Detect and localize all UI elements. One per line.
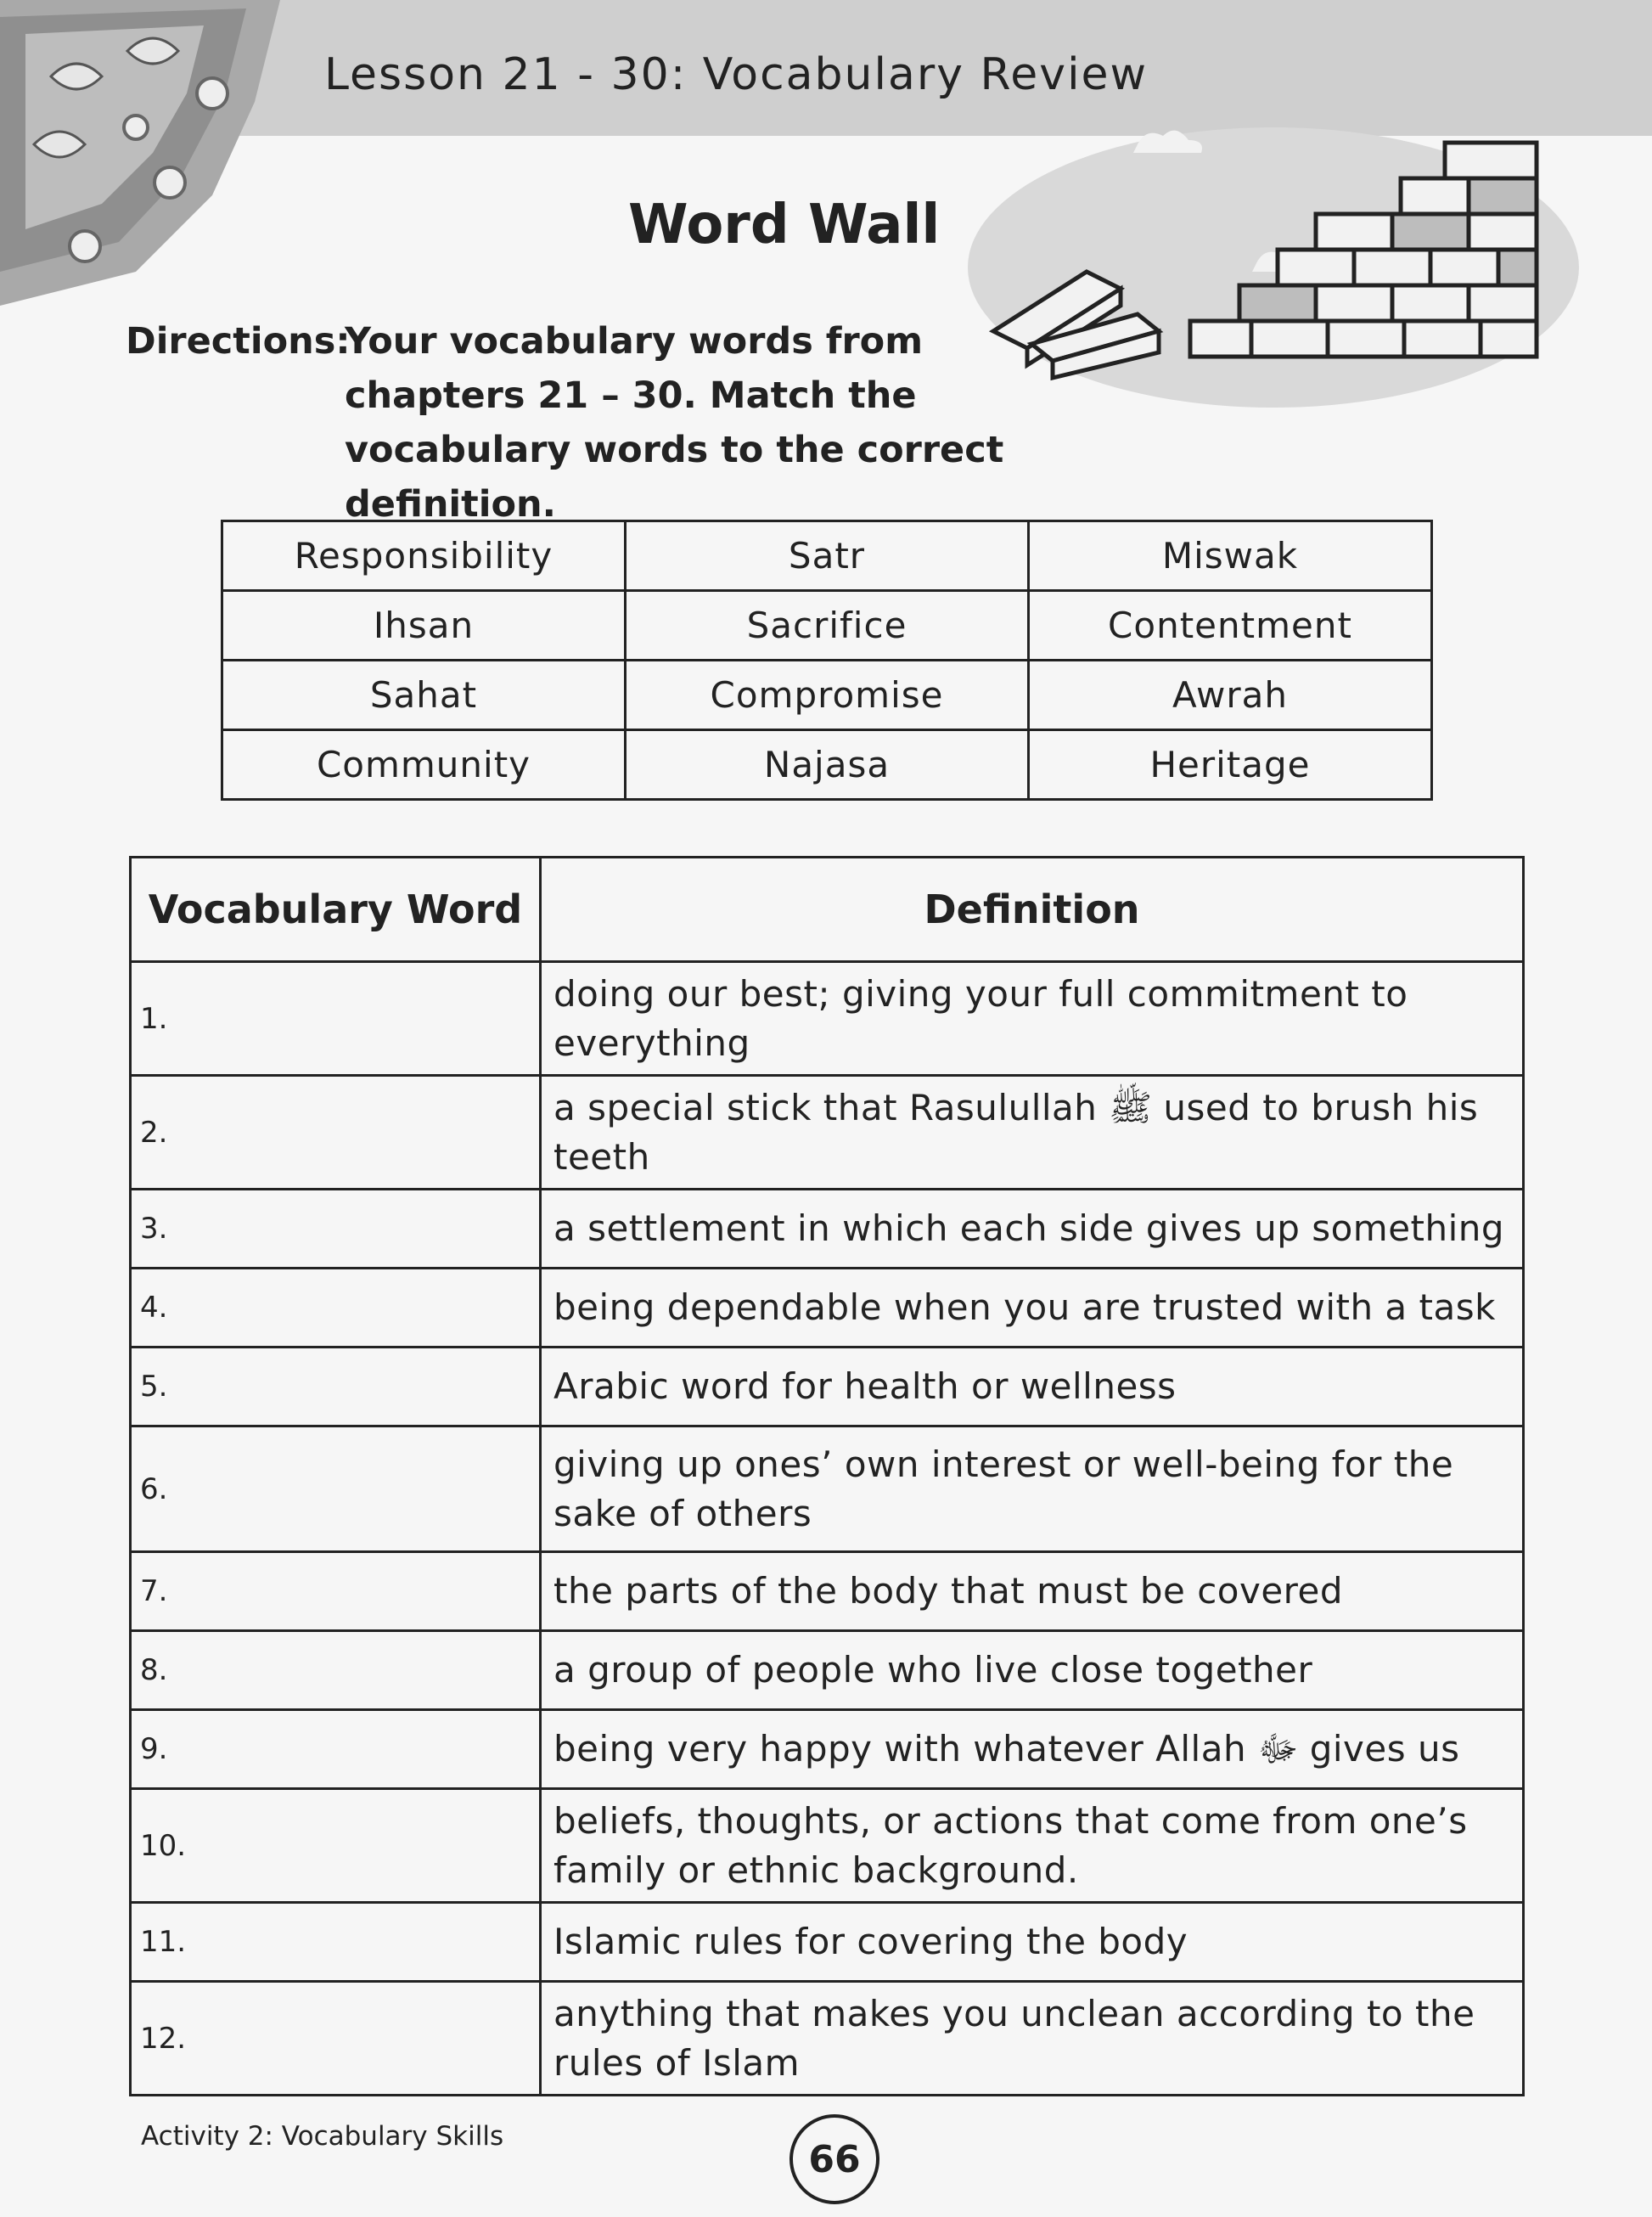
table-row bbox=[131, 1631, 1524, 1710]
table-row bbox=[131, 1076, 1524, 1190]
directions bbox=[126, 314, 1212, 532]
word-bank-cell: Satr bbox=[626, 521, 1029, 591]
answer-cell[interactable]: 9. bbox=[131, 1710, 541, 1789]
word-bank-cell: Contentment bbox=[1029, 591, 1432, 661]
answer-cell[interactable]: 3. bbox=[131, 1190, 541, 1269]
answer-cell[interactable]: 7. bbox=[131, 1552, 541, 1631]
table-row bbox=[131, 1552, 1524, 1631]
definition-cell: giving up ones’ own interest or well-being for the sake of others bbox=[541, 1426, 1524, 1552]
definition-cell: the parts of the body that must be covered bbox=[541, 1552, 1524, 1631]
table-header-row bbox=[131, 858, 1524, 962]
definition-cell: doing our best; giving your full commitment to everything bbox=[541, 962, 1524, 1076]
word-bank-row bbox=[222, 661, 1432, 730]
definition-cell: anything that makes you unclean according to the rules of Islam bbox=[541, 1982, 1524, 2096]
answer-cell[interactable]: 12. bbox=[131, 1982, 541, 2096]
column-header-definition: Definition bbox=[541, 858, 1524, 962]
word-bank-row bbox=[222, 730, 1432, 800]
table-row bbox=[131, 1903, 1524, 1982]
word-bank-table bbox=[221, 520, 1433, 801]
definition-cell: a group of people who live close together bbox=[541, 1631, 1524, 1710]
decorative-ornament bbox=[0, 0, 280, 306]
word-bank-cell: Compromise bbox=[626, 661, 1029, 730]
table-row bbox=[131, 1789, 1524, 1903]
word-bank-cell: Sacrifice bbox=[626, 591, 1029, 661]
page-title: Word Wall bbox=[628, 194, 941, 256]
word-bank-cell: Najasa bbox=[626, 730, 1029, 800]
definition-cell: being dependable when you are trusted with a task bbox=[541, 1269, 1524, 1348]
answer-cell[interactable]: 2. bbox=[131, 1076, 541, 1190]
column-header-vocabulary-word: Vocabulary Word bbox=[131, 858, 541, 962]
footer-activity-label: Activity 2: Vocabulary Skills bbox=[141, 2121, 504, 2152]
answer-cell[interactable]: 6. bbox=[131, 1426, 541, 1552]
answer-cell[interactable]: 5. bbox=[131, 1348, 541, 1426]
word-bank-row bbox=[222, 521, 1432, 591]
definition-cell: Arabic word for health or wellness bbox=[541, 1348, 1524, 1426]
word-bank-cell: Miswak bbox=[1029, 521, 1432, 591]
table-row bbox=[131, 1982, 1524, 2096]
table-row bbox=[131, 1710, 1524, 1789]
table-row bbox=[131, 1348, 1524, 1426]
word-bank-cell: Community bbox=[222, 730, 626, 800]
word-bank-cell: Heritage bbox=[1029, 730, 1432, 800]
definition-cell: a settlement in which each side gives up something bbox=[541, 1190, 1524, 1269]
table-row bbox=[131, 1426, 1524, 1552]
word-bank-cell: Sahat bbox=[222, 661, 626, 730]
word-bank-cell: Ihsan bbox=[222, 591, 626, 661]
page-number: 66 bbox=[789, 2114, 879, 2204]
answer-cell[interactable]: 4. bbox=[131, 1269, 541, 1348]
definition-cell: beliefs, thoughts, or actions that come from one’s family or ethnic background. bbox=[541, 1789, 1524, 1903]
answer-cell[interactable]: 1. bbox=[131, 962, 541, 1076]
word-bank-cell: Responsibility bbox=[222, 521, 626, 591]
word-bank-cell: Awrah bbox=[1029, 661, 1432, 730]
definition-cell: being very happy with whatever Allah ﷻ gives us bbox=[541, 1710, 1524, 1789]
answer-cell[interactable]: 10. bbox=[131, 1789, 541, 1903]
table-row bbox=[131, 1190, 1524, 1269]
definition-cell: Islamic rules for covering the body bbox=[541, 1903, 1524, 1982]
word-bank-row bbox=[222, 591, 1432, 661]
directions-line-3: vocabulary words to the correct definition. bbox=[345, 429, 1004, 526]
definition-cell: a special stick that Rasulullah ﷺ used to brush his teeth bbox=[541, 1076, 1524, 1190]
directions-line-1: Your vocabulary words from bbox=[345, 320, 924, 363]
answer-cell[interactable]: 11. bbox=[131, 1903, 541, 1982]
directions-label: Directions: bbox=[126, 320, 351, 363]
directions-line-2: chapters 21 – 30. Match the bbox=[345, 374, 917, 417]
lesson-title: Lesson 21 - 30: Vocabulary Review bbox=[324, 49, 1149, 100]
answer-cell[interactable]: 8. bbox=[131, 1631, 541, 1710]
vocabulary-table bbox=[129, 856, 1525, 2096]
table-row bbox=[131, 1269, 1524, 1348]
table-row bbox=[131, 962, 1524, 1076]
